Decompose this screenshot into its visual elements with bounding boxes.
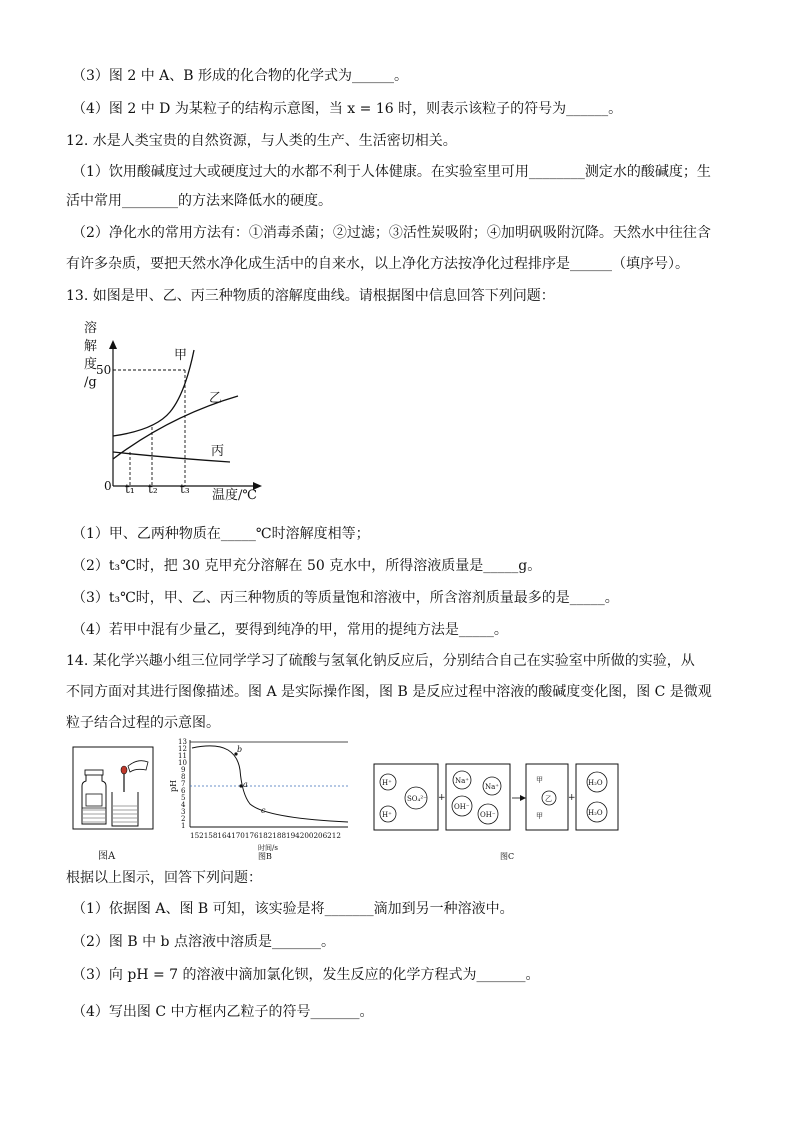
figure-c-particles bbox=[368, 760, 648, 864]
ion-h2: H⁺ bbox=[382, 811, 392, 819]
ion-na1: Na⁺ bbox=[455, 777, 469, 785]
y-label-char-3: 度 bbox=[84, 357, 98, 372]
q11-line4: （4）图 2 中 D 为某粒子的结构示意图，当 x = 16 时，则表示该粒子的符号为______。 bbox=[72, 101, 623, 117]
point-c: c bbox=[261, 806, 266, 815]
figure-b-ph-chart bbox=[166, 734, 352, 864]
molecule-h2o-2: H₂O bbox=[588, 809, 603, 817]
ion-na2: Na⁺ bbox=[485, 783, 499, 791]
q14-q2: （2）图 B 中 b 点溶液中溶质是_______。 bbox=[72, 934, 335, 950]
svg-text:9: 9 bbox=[181, 766, 186, 774]
q12-part2-b: 有许多杂质，要把天然水净化成生活中的自来水，以上净化方法按净化过程排序是______（填序号）。 bbox=[66, 256, 689, 272]
origin-label: 0 bbox=[104, 479, 112, 493]
svg-text:3: 3 bbox=[181, 808, 186, 816]
q12-part1-a: （1）饮用酸碱度过大或硬度过大的水都不利于人体健康。在实验室里可用________测定水的酸碱度；生 bbox=[72, 164, 711, 180]
y-tick-50: 50 bbox=[96, 363, 112, 377]
q12-stem: 12. 水是人类宝贵的自然资源，与人类的生产、生活密切相关。 bbox=[66, 133, 457, 149]
ph-x-label: 时间/s bbox=[258, 844, 278, 852]
q12-part2-a: （2）净化水的常用方法有：①消毒杀菌；②过滤；③活性炭吸附；④加明矾吸附沉降。天然水中往往含 bbox=[72, 225, 711, 241]
ph-x-ticks: 1521581641701761821881942002062​12 bbox=[190, 831, 341, 840]
q11-line3: （3）图 2 中 A、B 形成的化合物的化学式为______。 bbox=[72, 68, 409, 84]
y-label-char-2: 解 bbox=[84, 339, 98, 354]
y-axis-arrow bbox=[109, 340, 117, 349]
series-label-jia: 甲 bbox=[174, 348, 188, 363]
q14-q4: （4）写出图 C 中方框内乙粒子的符号_______。 bbox=[72, 1004, 374, 1020]
q12-part1-b: 活中常用________的方法来降低水的硬度。 bbox=[66, 193, 332, 209]
svg-text:2: 2 bbox=[181, 815, 186, 823]
svg-text:6: 6 bbox=[181, 787, 186, 795]
q14-q3: （3）向 pH = 7 的溶液中滴加氯化钡，发生反应的化学方程式为_______。 bbox=[72, 967, 540, 983]
ph-y-ticks bbox=[178, 738, 187, 830]
figure-b-caption: 图B bbox=[258, 852, 272, 861]
svg-text:8: 8 bbox=[181, 773, 186, 781]
q14-stem-a: 14. 某化学兴趣小组三位同学学习了硫酸与氢氧化钠反应后，分别结合自己在实验室中所做的实验，从 bbox=[66, 653, 695, 669]
q14-lead: 根据以上图示，回答下列问题： bbox=[66, 870, 262, 886]
figure-a bbox=[72, 746, 156, 864]
point-b: b bbox=[237, 745, 243, 754]
x-tick-t3: t₃ bbox=[180, 482, 190, 496]
series-label-yi: 乙 bbox=[209, 391, 223, 406]
svg-text:13: 13 bbox=[178, 738, 187, 746]
q13-q1: （1）甲、乙两种物质在_____℃时溶解度相等； bbox=[72, 526, 370, 542]
ion-oh1: OH⁻ bbox=[454, 803, 470, 811]
ion-oh2: OH⁻ bbox=[480, 811, 496, 819]
solubility-chart bbox=[70, 316, 280, 506]
q13-q4: （4）若甲中混有少量乙，要得到纯净的甲，常用的提纯方法是_____。 bbox=[72, 622, 508, 638]
molecule-h2o-1: H₂O bbox=[588, 779, 603, 787]
ion-so4: SO₄²⁻ bbox=[407, 795, 427, 803]
q13-stem: 13. 如图是甲、乙、丙三种物质的溶解度曲线。请根据图中信息回答下列问题： bbox=[66, 288, 555, 304]
svg-text:10: 10 bbox=[178, 759, 187, 767]
figure-c-caption: 图C bbox=[500, 852, 515, 861]
svg-text:12: 12 bbox=[178, 745, 187, 753]
svg-text:7: 7 bbox=[181, 780, 186, 788]
x-tick-t2: t₂ bbox=[148, 482, 158, 496]
x-axis-label: 温度/℃ bbox=[212, 488, 257, 503]
q13-q3: （3）t₃℃时，甲、乙、丙三种物质的等质量饱和溶液中，所含溶剂质量最多的是_____。 bbox=[72, 590, 619, 606]
q14-stem-b: 不同方面对其进行图像描述。图 A 是实际操作图，图 B 是反应过程中溶液的酸碱度变化图，图 C 是微观 bbox=[66, 684, 712, 700]
plus-2: + bbox=[568, 793, 576, 803]
ion-h1: H⁺ bbox=[382, 779, 392, 787]
point-a: a bbox=[243, 780, 248, 789]
y-label-char-1: 溶 bbox=[84, 321, 98, 336]
ph-curve bbox=[192, 746, 348, 822]
svg-text:11: 11 bbox=[178, 752, 187, 760]
particle-yi: 乙 bbox=[545, 795, 552, 803]
series-label-bing: 丙 bbox=[211, 444, 225, 459]
q14-q1: （1）依据图 A、图 B 可知，该实验是将_______滴加到另一种溶液中。 bbox=[72, 901, 514, 917]
y-label-char-4: /g bbox=[84, 375, 97, 390]
figure-a-caption: 图A bbox=[98, 851, 116, 862]
plus-1: + bbox=[438, 793, 446, 803]
ph-axis-label: pH bbox=[169, 779, 178, 792]
x-tick-t1: t₁ bbox=[125, 482, 135, 496]
q14-stem-c: 粒子结合过程的示意图。 bbox=[66, 715, 220, 731]
svg-text:1: 1 bbox=[181, 822, 186, 830]
svg-text:5: 5 bbox=[181, 794, 186, 802]
q13-q2: （2）t₃℃时，把 30 克甲充分溶解在 50 克水中，所得溶液质量是_____g。 bbox=[72, 558, 542, 574]
particle-jia2: 甲 bbox=[536, 812, 543, 820]
svg-text:4: 4 bbox=[181, 801, 186, 809]
particle-jia1: 甲 bbox=[536, 776, 543, 784]
